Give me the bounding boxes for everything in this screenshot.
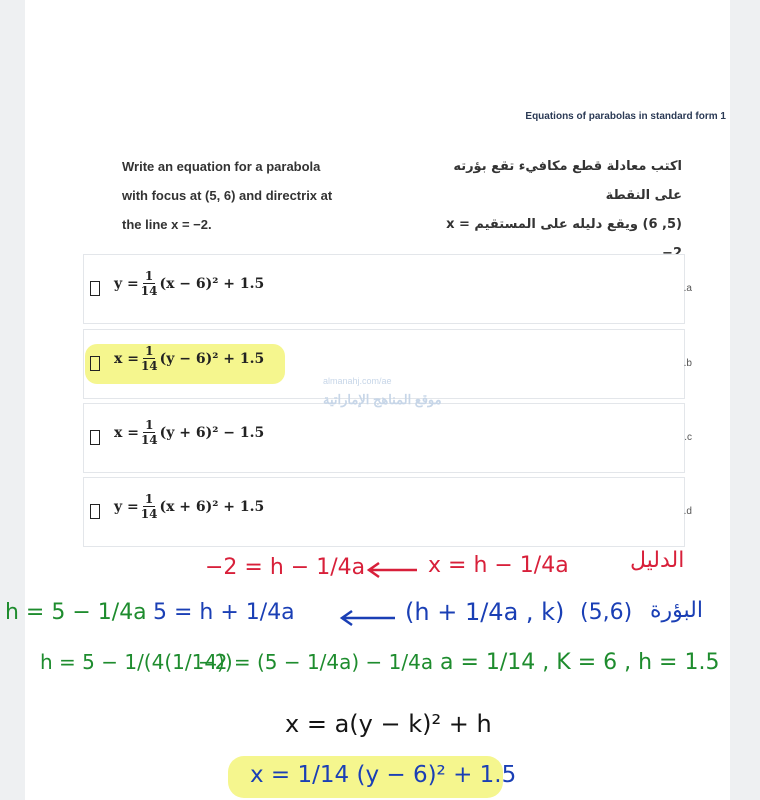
hand-directrix-sub: −2 = h − 1/4a xyxy=(205,555,366,580)
option-letter: .c xyxy=(684,432,692,443)
question-en-line-1: Write an equation for a parabola xyxy=(122,159,321,174)
hand-h-substituted: h = 5 − 1/(4(1/14)) xyxy=(40,650,233,674)
fraction: $\frac{1}{14}$ xyxy=(140,492,158,521)
hand-answer: x = 1/14 (y − 6)² + 1.5 xyxy=(250,762,517,788)
fraction: $\frac{1}{14}$ xyxy=(140,344,158,373)
option-letter: .a xyxy=(683,283,692,294)
hand-h-expr: h = 5 − 1/4a xyxy=(5,600,147,625)
fraction: $\frac{1}{14}$ xyxy=(140,269,158,298)
hand-values: a = 1/14 , K = 6 , h = 1.5 xyxy=(440,650,720,675)
equation-lhs: x = xyxy=(114,351,139,367)
option-c-equation xyxy=(114,418,264,448)
arrow-left-icon xyxy=(338,608,398,628)
option-letter: .d xyxy=(683,506,692,517)
fraction: $\frac{1}{14}$ xyxy=(140,418,158,447)
question-en-line-3: the line x = −2. xyxy=(122,217,212,232)
equation-rest: (x − 6)² + 1.5 xyxy=(159,276,265,292)
option-letter: .b xyxy=(683,358,692,369)
hand-directrix-label: الدليل xyxy=(630,548,685,573)
option-d-equation xyxy=(114,492,264,522)
equation-rest: (y − 6)² + 1.5 xyxy=(159,351,265,367)
hand-focus-eq: 5 = h + 1/4a xyxy=(153,600,295,625)
watermark-logo-text: موقع المناهج الإماراتية xyxy=(323,392,442,407)
hand-substitute: −2 = (5 − 1/4a) − 1/4a xyxy=(198,650,434,674)
equation-lhs: y = xyxy=(114,276,139,292)
question-ar-line-2: (5, 6) ويقع دليله على المستقيم x = xyxy=(446,217,682,232)
option-d[interactable] xyxy=(83,477,692,547)
hand-focus-general: (h + 1/4a , k) xyxy=(405,598,565,626)
option-c-checkbox[interactable] xyxy=(90,430,100,445)
question-english xyxy=(122,152,382,239)
option-a[interactable] xyxy=(83,254,692,324)
option-d-checkbox[interactable] xyxy=(90,504,100,519)
hand-focus-point: (5,6) xyxy=(580,600,633,625)
hand-focus-label: البؤرة xyxy=(650,598,703,623)
hand-vertex-form: x = a(y − k)² + h xyxy=(285,710,492,738)
watermark-url: almanahj.com/ae xyxy=(323,376,392,386)
option-a-equation xyxy=(114,269,264,299)
option-b-equation xyxy=(114,344,264,374)
equation-lhs: x = xyxy=(114,425,139,441)
equation-rest: (x + 6)² + 1.5 xyxy=(159,499,265,515)
header-title: Equations of parabolas in standard form 1 xyxy=(525,111,726,122)
question-ar-line-1: اكتب معادلة قطع مكافيء تقع بؤرته على النقطة xyxy=(453,159,682,203)
equation-rest: (y + 6)² − 1.5 xyxy=(159,425,265,441)
question-arabic xyxy=(422,152,682,268)
option-a-checkbox[interactable] xyxy=(90,281,100,296)
hand-directrix-general: x = h − 1/4a xyxy=(428,553,569,578)
option-b-checkbox[interactable] xyxy=(90,356,100,371)
question-en-line-2: with focus at (5, 6) and directrix at xyxy=(122,188,333,203)
arrow-left-icon xyxy=(365,560,420,580)
watermark xyxy=(323,376,453,422)
equation-lhs: y = xyxy=(114,499,139,515)
